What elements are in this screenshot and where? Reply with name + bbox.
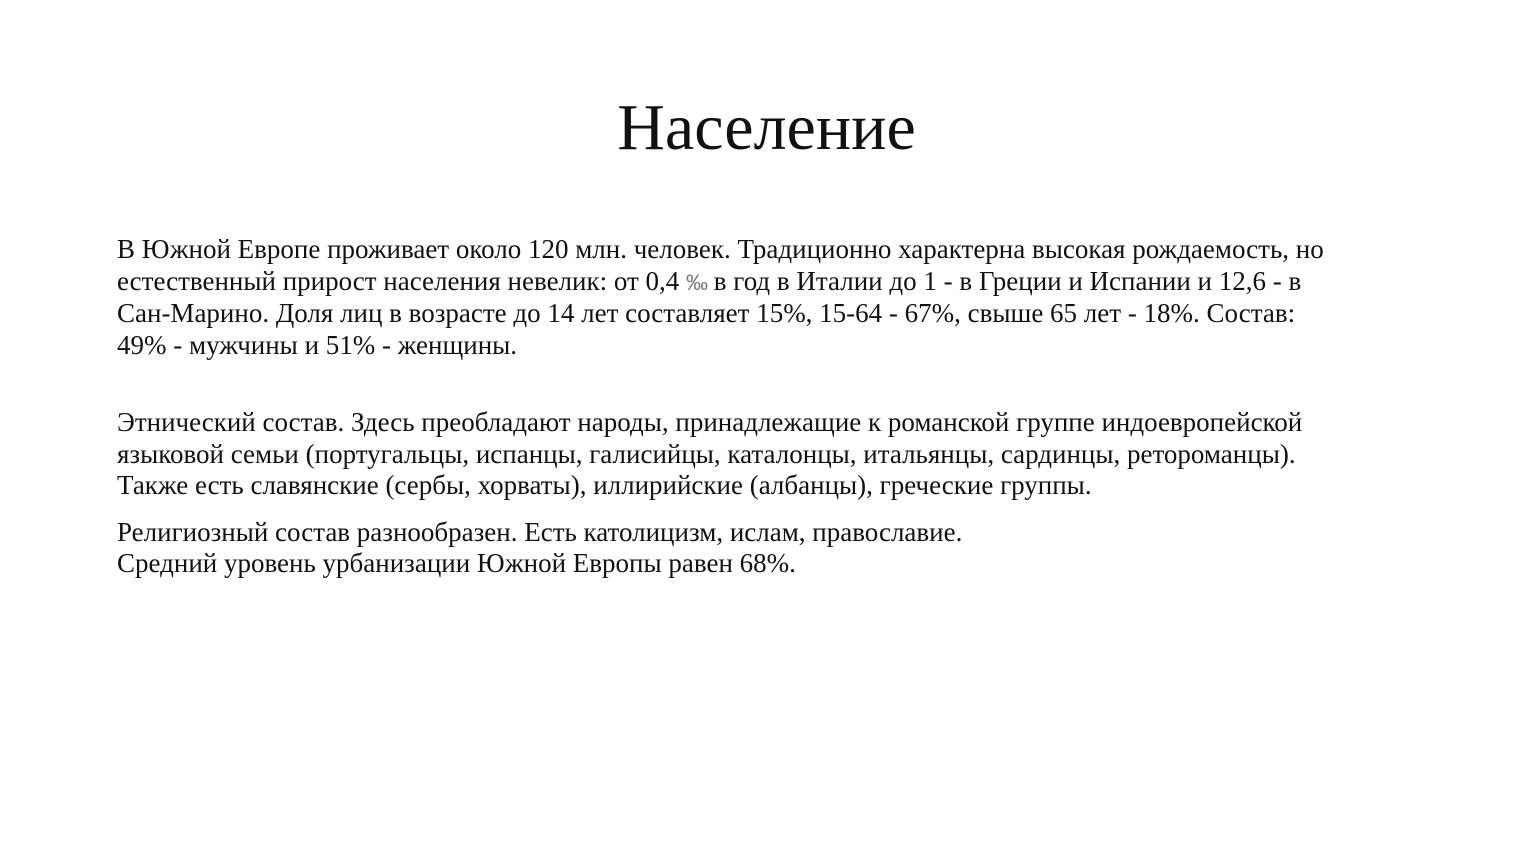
population-text-part-2: в год в Италии до 1 - в Греции и Испании и 12,6 - в Сан-Марино. Доля лиц в возрасте до 14 лет составляет 15%, 15-64 - 67%, свыше 65 лет - 18%. Состав: 49% - мужчины и 51% - женщины. (117, 265, 1302, 360)
population-paragraph (117, 234, 1417, 361)
slide-body (117, 234, 1417, 580)
population-text-part-1: В Южной Европе проживает около 120 млн. человек. Традиционно характерна высокая рождаемость, но естественный прирост населения невелик: от 0,4 (117, 234, 1324, 296)
urbanization-line: Средний уровень урбанизации Южной Европы равен 68%. (117, 548, 796, 578)
permille-symbol: ‰ (686, 269, 708, 295)
ethnic-composition-paragraph: Этнический состав. Здесь преобладают народы, принадлежащие к романской группе индоевропейской языковой семьи (португальцы, испанцы, галисийцы, каталонцы, итальянцы, сардинцы, ретороманцы). Также есть славянские (сербы, хорваты), иллирийские (албанцы), греческие группы. (117, 407, 1303, 500)
religion-line: Религиозный состав разнообразен. Есть католицизм, ислам, православие. (117, 516, 963, 547)
slide-title: Население (617, 91, 916, 164)
